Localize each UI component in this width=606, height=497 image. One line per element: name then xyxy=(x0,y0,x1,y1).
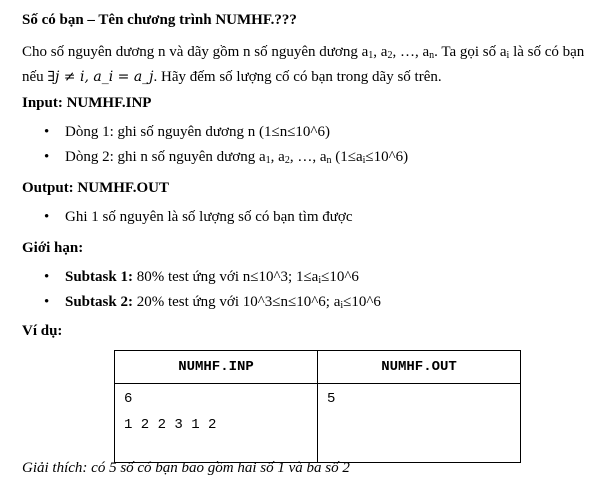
example-col-output: NUMHF.OUT xyxy=(318,351,521,384)
bullet-icon: • xyxy=(44,294,50,310)
limits-heading: Giới hạn: xyxy=(22,240,84,256)
subtask-2-text: 20% test ứng với 10^3≤n≤10^6; a xyxy=(132,294,341,310)
subscript: i xyxy=(362,155,366,166)
list-item xyxy=(22,145,408,170)
bullet-icon: • xyxy=(44,269,50,285)
statement-text: là số có bạn nếu xyxy=(22,44,585,85)
limits-list xyxy=(22,265,381,315)
bullet-icon: • xyxy=(44,124,50,140)
subtask-2-text: ≤10^6 xyxy=(343,294,381,310)
output-heading: Output: NUMHF.OUT xyxy=(22,180,169,196)
explanation-note: Giải thích: có 5 số có bạn bao gồm hai số 1 và ba số 2 xyxy=(22,460,350,476)
subscript: 1 xyxy=(265,155,271,166)
input-heading: Input: NUMHF.INP xyxy=(22,95,152,111)
subscript: 1 xyxy=(368,50,374,61)
subscript: n xyxy=(326,155,332,166)
statement-text: . Hãy đếm số lượng cố có bạn trong dãy số trên. xyxy=(153,69,442,85)
input-line-2: , …, a xyxy=(289,149,327,165)
statement-text: , a xyxy=(373,44,388,60)
example-input-line-1: 6 xyxy=(124,391,133,407)
problem-statement xyxy=(22,40,592,90)
list-item xyxy=(22,120,408,145)
input-list xyxy=(22,120,408,170)
bullet-icon: • xyxy=(44,149,50,165)
subscript: i xyxy=(340,300,344,311)
subscript: i xyxy=(318,275,322,286)
example-input-line-2: 1 2 2 3 1 2 xyxy=(124,417,217,433)
input-line-2: ≤10^6) xyxy=(365,149,409,165)
output-line-1: Ghi 1 số nguyên là số lượng số có bạn tìm được xyxy=(65,209,353,225)
input-line-2: Dòng 2: ghi n số nguyên dương a xyxy=(65,149,266,165)
example-output-cell xyxy=(318,384,521,463)
list-item xyxy=(22,290,381,315)
example-col-input: NUMHF.INP xyxy=(115,351,318,384)
subtask-1-text: ≤10^6 xyxy=(321,269,359,285)
subscript: i xyxy=(506,50,510,61)
subscript: 2 xyxy=(387,50,393,61)
example-input-cell xyxy=(115,384,318,463)
statement-text: . Ta gọi số a xyxy=(434,44,507,60)
input-line-2: , a xyxy=(270,149,285,165)
output-list xyxy=(22,205,353,230)
subscript: n xyxy=(429,50,435,61)
statement-text: Cho số nguyên dương n và dãy gồm n số nguyên dương a xyxy=(22,44,369,60)
subtask-1-label: Subtask 1: xyxy=(65,269,133,285)
input-line-1: Dòng 1: ghi số nguyên dương n (1≤n≤10^6) xyxy=(65,124,330,140)
example-table xyxy=(114,350,521,463)
statement-text: , …, a xyxy=(392,44,430,60)
input-line-2: (1≤a xyxy=(331,149,363,165)
list-item xyxy=(22,205,353,230)
example-output-line-1: 5 xyxy=(327,391,336,407)
example-heading: Ví dụ: xyxy=(22,323,63,339)
math-condition: ∃j ≠ i, a_i = a_j xyxy=(47,69,154,85)
bullet-icon: • xyxy=(44,209,50,225)
problem-title: Số có bạn – Tên chương trình NUMHF.??? xyxy=(22,12,297,28)
list-item xyxy=(22,265,381,290)
subtask-1-text: 80% test ứng với n≤10^3; 1≤a xyxy=(132,269,319,285)
subscript: 2 xyxy=(284,155,290,166)
subtask-2-label: Subtask 2: xyxy=(65,294,133,310)
